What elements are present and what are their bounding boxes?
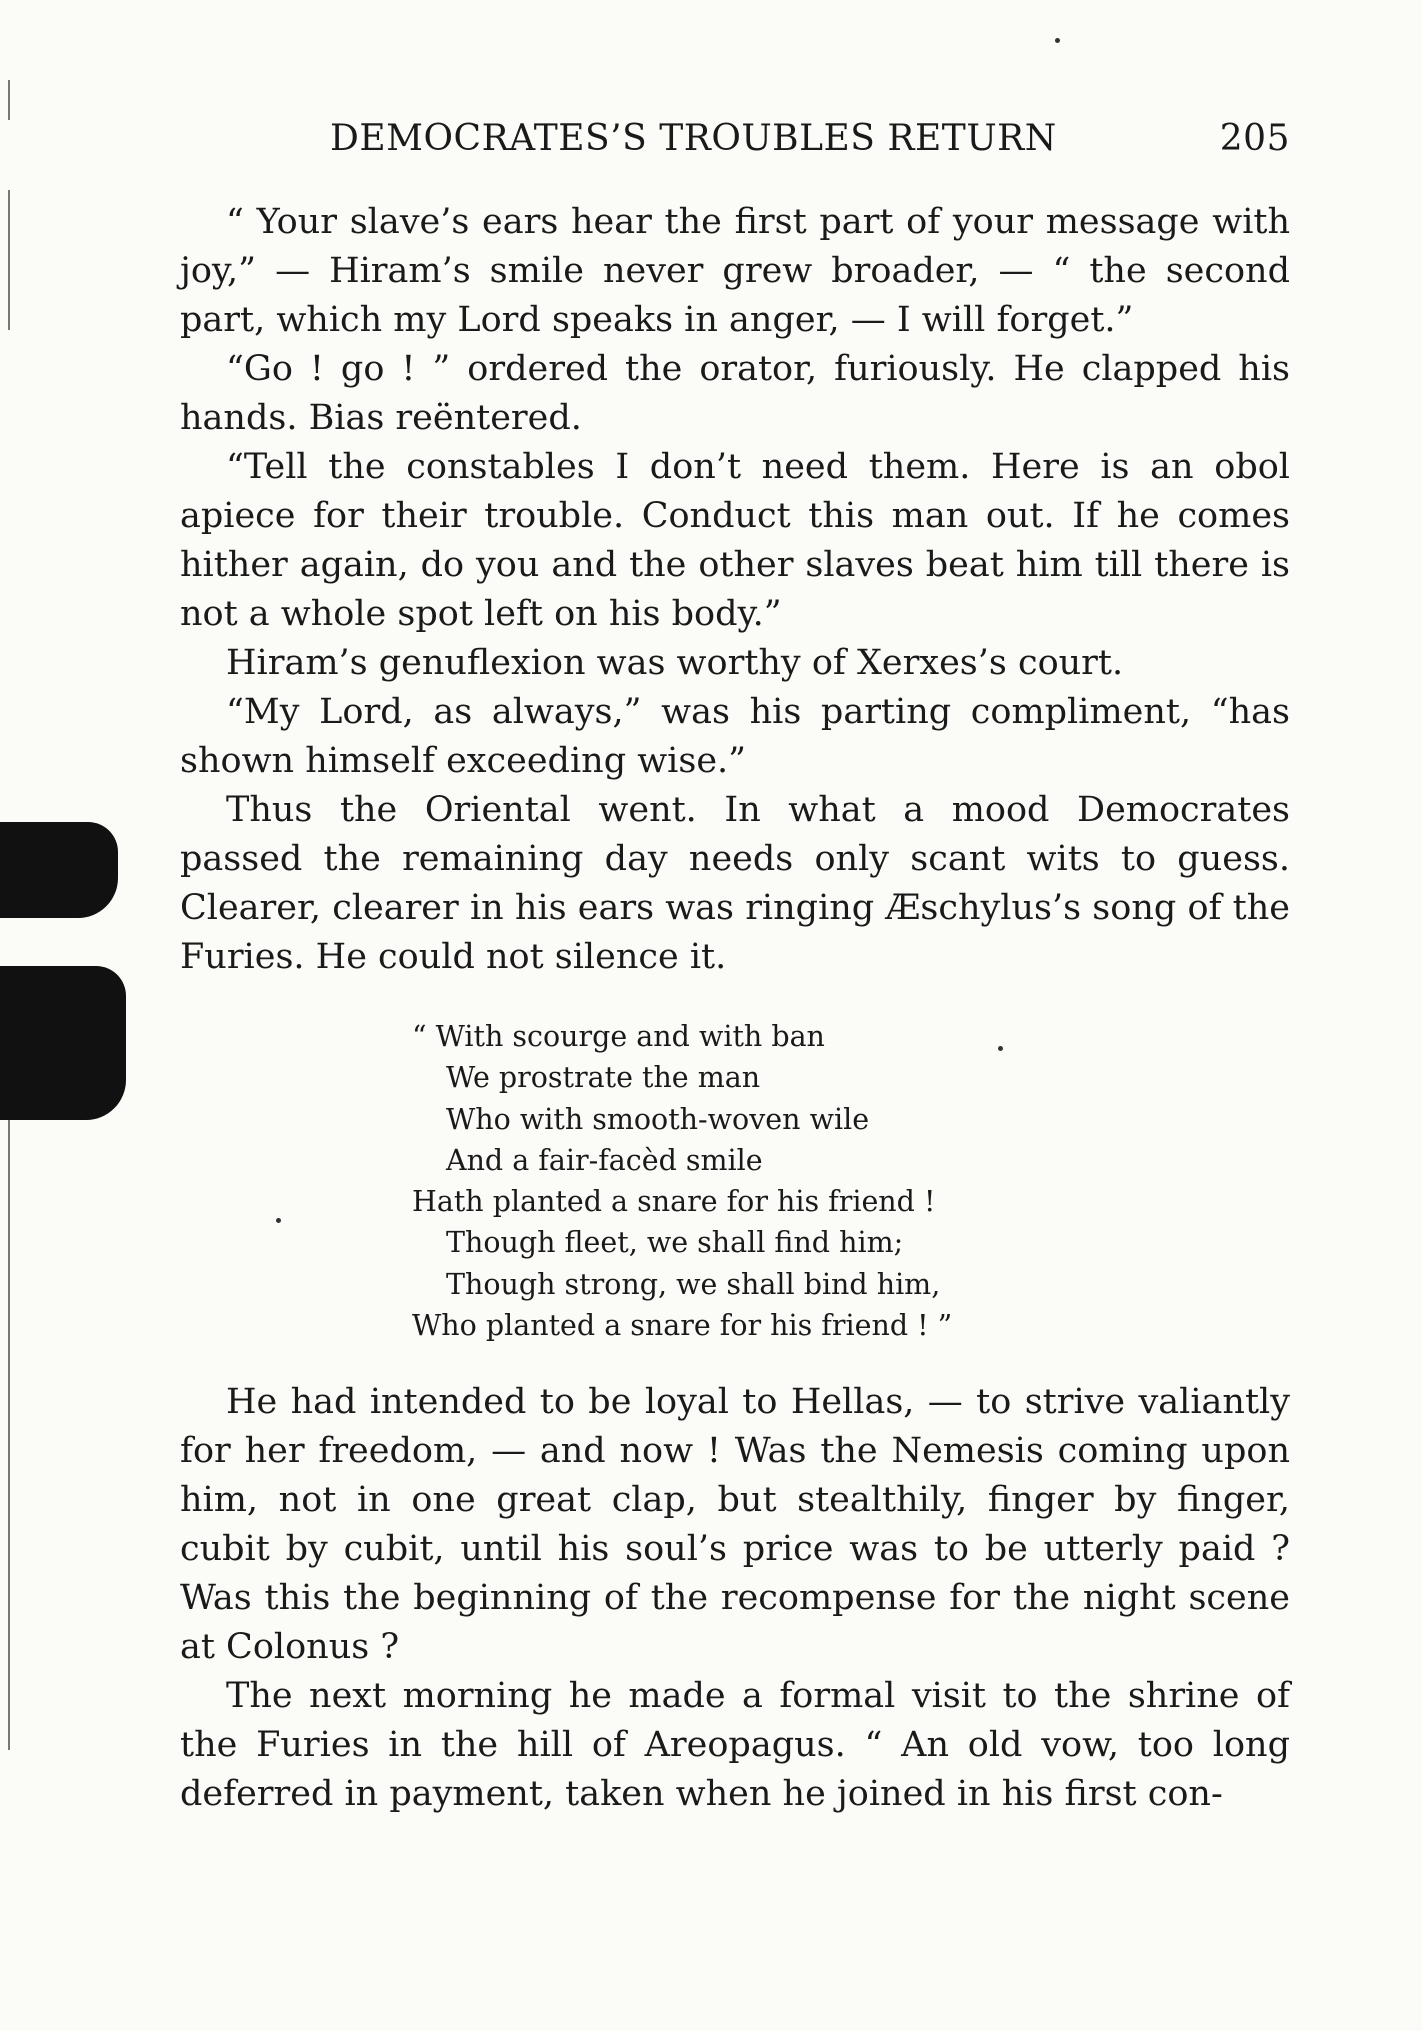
verse-line: Though fleet, we shall find him;: [446, 1226, 904, 1260]
verse-line: Who with smooth-woven wile: [446, 1102, 870, 1136]
paragraph: Thus the Oriental went. In what a mood Democrates passed the remaining day needs only scant wits to guess. Clearer, clearer in his ears was ringing Æschylus’s song of the Furies. He could not silence it.: [180, 790, 1290, 977]
verse-line: Though strong, we shall bind him,: [446, 1267, 941, 1301]
scan-speck: [276, 1218, 281, 1223]
paragraph: The next morning he made a formal visit to the shrine of the Furies in the hill of Areopagus. “ An old vow, too long deferred in payment, taken when he joined in his first con-: [180, 1676, 1290, 1814]
scan-smudge: [0, 822, 118, 918]
paragraph: He had intended to be loyal to Hellas, — to strive valiantly for her freedom, — and now ! Was the Nemesis coming upon him, not in one great clap, but stealthily, finger by finger, cubit by cubit, until his soul’s price was to be utterly paid ? Was this the beginning of the recompense for the night scene at Colonus ?: [180, 1382, 1290, 1667]
verse-block: [412, 1016, 1112, 1346]
scan-edge-line: [8, 1090, 10, 1750]
verse-line: Who planted a snare for his friend ! ”: [412, 1309, 953, 1343]
paragraph: Hiram’s genuflexion was worthy of Xerxes’s court.: [226, 643, 1124, 683]
paragraph: “Go ! go ! ” ordered the orator, furiously. He clapped his hands. Bias reëntered.: [180, 349, 1290, 438]
paragraph: “Tell the constables I don’t need them. Here is an obol apiece for their trouble. Conduct this man out. If he comes hither again, do you and the other slaves beat him till there is not a whole spot left on his body.”: [180, 447, 1290, 634]
scan-speck: [1055, 38, 1060, 43]
verse-line: “ With scourge and with ban: [412, 1020, 825, 1053]
scan-edge-line: [8, 190, 10, 330]
body-text-top: [180, 198, 1290, 982]
scan-edge-line: [8, 80, 10, 120]
scan-smudge: [0, 966, 126, 1120]
running-title: DEMOCRATES’S TROUBLES RETURN: [330, 118, 1057, 159]
paragraph: “My Lord, as always,” was his parting compliment, “has shown himself exceeding wise.”: [180, 692, 1290, 781]
paragraph: “ Your slave’s ears hear the first part of your message with joy,” — Hiram’s smile never grew broader, — “ the second part, which my Lord speaks in anger, — I will forget.”: [180, 202, 1290, 340]
page-number: 205: [1219, 118, 1290, 159]
verse-line: We prostrate the man: [446, 1061, 761, 1095]
body-text-bottom: [180, 1378, 1290, 1819]
running-header: [180, 108, 1290, 164]
verse-line: And a fair-facèd smile: [446, 1143, 763, 1177]
verse-line: Hath planted a snare for his friend !: [412, 1185, 936, 1219]
